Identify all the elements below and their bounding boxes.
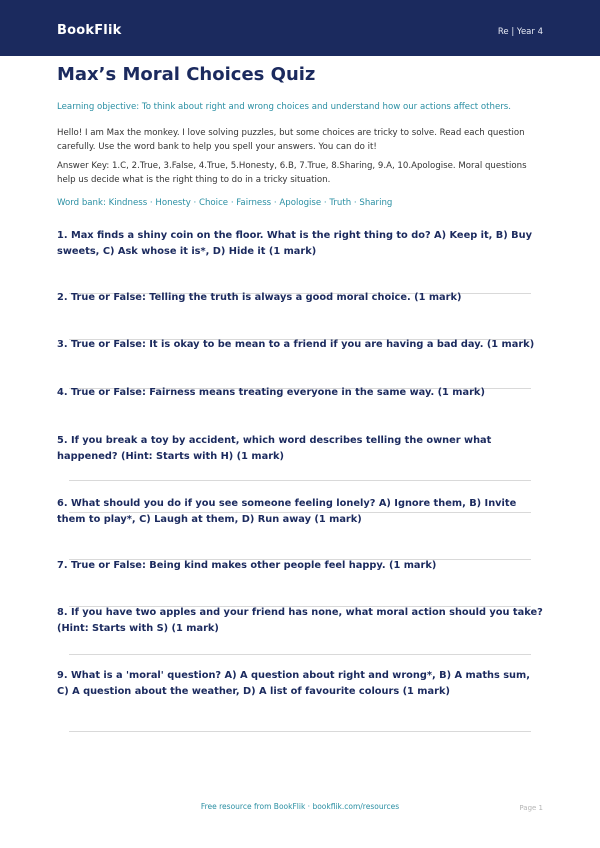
- learning-objective: Learning objective: To think about right and wrong choices and understand how our actions affect others.: [57, 102, 512, 112]
- question-7: 7. True or False: Being kind makes other people feel happy. (1 mark): [57, 560, 437, 571]
- answer-line-9[interactable]: [69, 731, 531, 732]
- word-bank: Word bank: Kindness · Honesty · Choice · Fairness · Apologise · Truth · Sharing: [57, 198, 393, 208]
- answer-key: Answer Key: 1.C, 2.True, 3.False, 4.True, 5.Honesty, 6.B, 7.True, 8.Sharing, 9.A, 10.Apologise. Moral questions help us decide what is the right thing to do in a tricky situation.: [57, 161, 527, 185]
- intro-text: Hello! I am Max the monkey. I love solving puzzles, but some choices are tricky to solve. Read each question carefully. Use the word bank to help you spell your answers. You can do it!: [57, 128, 525, 152]
- brand-logo[interactable]: BookFlik: [57, 23, 122, 38]
- question-3: 3. True or False: It is okay to be mean to a friend if you are having a bad day. (1 mark): [57, 339, 535, 350]
- question-2: 2. True or False: Telling the truth is always a good moral choice. (1 mark): [57, 292, 462, 303]
- footer-link[interactable]: Free resource from BookFlik · bookflik.com/resources: [200, 802, 400, 811]
- answer-line-4[interactable]: [69, 480, 531, 481]
- question-5: 5. If you break a toy by accident, which word describes telling the owner what happened? (Hint: Starts with H) (1 mark): [57, 435, 492, 462]
- answer-line-8[interactable]: [69, 654, 531, 655]
- question-9: 9. What is a 'moral' question? A) A question about right and wrong*, B) A maths sum, C) A question about the weather, D) A list of favourite colours (1 mark): [57, 670, 530, 697]
- subject-year-label: Re | Year 4: [497, 27, 543, 37]
- page-title: Max’s Moral Choices Quiz: [57, 64, 316, 85]
- page-header: [0, 0, 600, 56]
- question-4: 4. True or False: Fairness means treating everyone in the same way. (1 mark): [57, 387, 485, 398]
- question-1: 1. Max finds a shiny coin on the floor. What is the right thing to do? A) Keep it, B) Buy sweets, C) Ask whose it is*, D) Hide it (1 mark): [57, 230, 532, 257]
- page-number: Page 1: [519, 804, 543, 812]
- question-8: 8. If you have two apples and your friend has none, what moral action should you take? (Hint: Starts with S) (1 mark): [57, 607, 543, 634]
- question-6: 6. What should you do if you see someone feeling lonely? A) Ignore them, B) Invite them to play*, C) Laugh at them, D) Run away (1 mark): [57, 498, 517, 525]
